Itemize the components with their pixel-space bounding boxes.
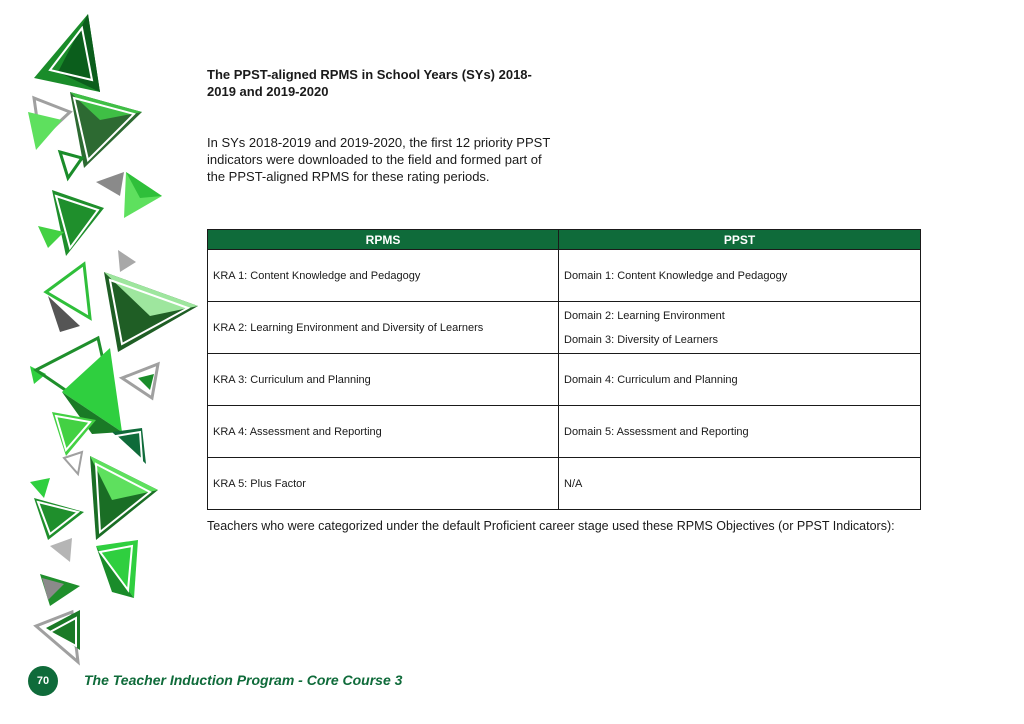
triangle-pattern — [28, 14, 198, 662]
ppst-cell — [559, 406, 921, 458]
rpms-cell: KRA 1: Content Knowledge and Pedagogy — [208, 250, 559, 302]
ppst-cell — [559, 458, 921, 510]
rpms-cell: KRA 4: Assessment and Reporting — [208, 406, 559, 458]
section-heading: The PPST-aligned RPMS in School Years (SYs) 2018-2019 and 2019-2020 — [207, 67, 532, 99]
intro-paragraph: In SYs 2018-2019 and 2019-2020, the first 12 priority PPST indicators were downloaded to the field and formed part of the PPST-aligned RPMS for these rating periods. — [207, 135, 551, 184]
ppst-domain: N/A — [564, 477, 583, 490]
page-number-badge: 70 — [28, 666, 58, 696]
table-row — [208, 302, 921, 354]
ppst-cell — [559, 250, 921, 302]
table-row — [208, 406, 921, 458]
ppst-domain: Domain 5: Assessment and Reporting — [564, 425, 749, 438]
header-rpms: RPMS — [208, 230, 559, 250]
ppst-domain: Domain 2: Learning Environment — [564, 309, 725, 322]
ppst-domain: Domain 1: Content Knowledge and Pedagogy — [564, 269, 788, 282]
table-row — [208, 458, 921, 510]
rpms-ppst-table — [207, 229, 921, 510]
decorative-triangle-border — [0, 0, 210, 724]
ppst-cell — [559, 302, 921, 354]
header-ppst: PPST — [559, 230, 921, 250]
ppst-domain: Domain 4: Curriculum and Planning — [564, 373, 738, 386]
ppst-cell — [559, 354, 921, 406]
table-row — [208, 354, 921, 406]
table-header-row — [208, 230, 921, 250]
rpms-cell: KRA 5: Plus Factor — [208, 458, 559, 510]
table-row — [208, 250, 921, 302]
ppst-domain: Domain 3: Diversity of Learners — [564, 333, 719, 346]
footer-course-title: The Teacher Induction Program - Core Course 3 — [84, 672, 403, 688]
rpms-cell: KRA 3: Curriculum and Planning — [208, 354, 559, 406]
table-footnote: Teachers who were categorized under the default Proficient career stage used these RPMS Objectives (or PPST Indicators): — [207, 519, 895, 533]
rpms-cell: KRA 2: Learning Environment and Diversity of Learners — [208, 302, 559, 354]
